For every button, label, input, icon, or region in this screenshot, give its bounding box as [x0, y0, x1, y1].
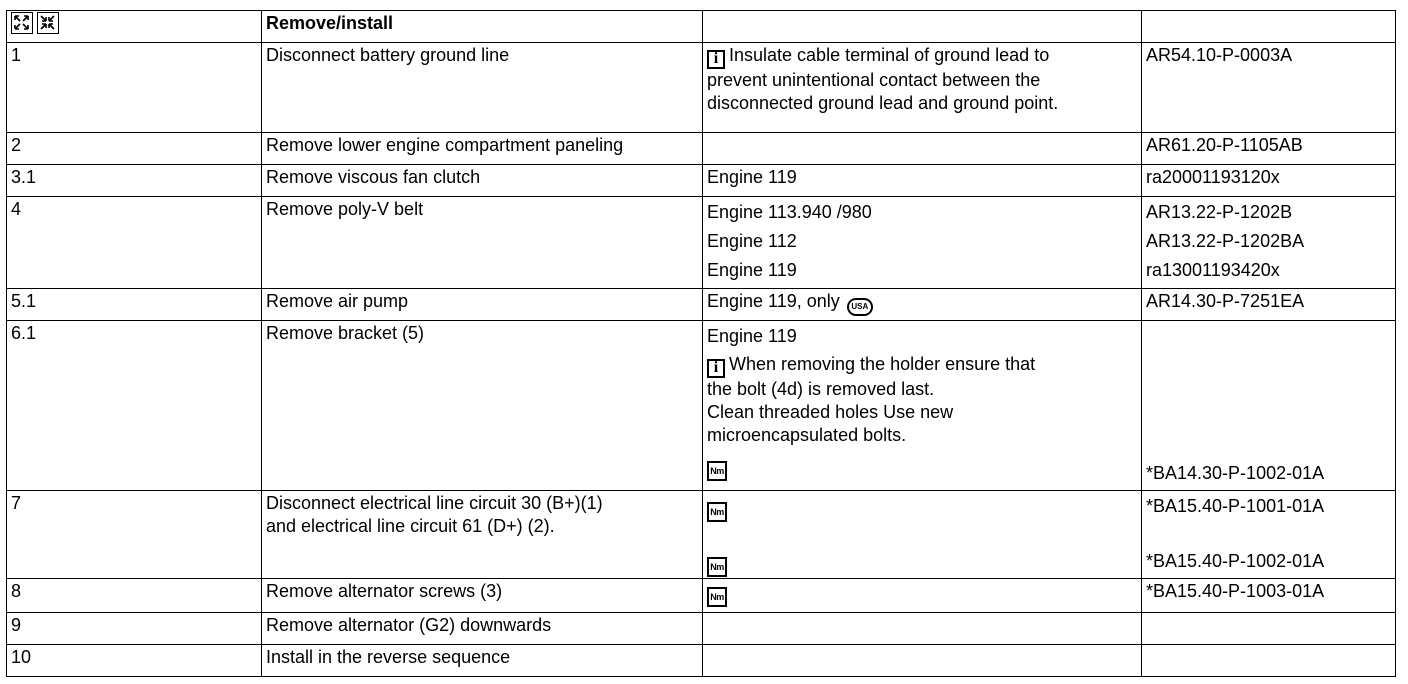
step-condition: Engine 119 — [703, 165, 1142, 197]
torque-nm-icon[interactable]: Nm — [707, 502, 727, 522]
step-condition: Engine 119, only — [707, 291, 840, 311]
torque-cell — [703, 579, 1142, 613]
torque-nm-icon[interactable]: Nm — [707, 587, 727, 607]
step-action: Remove alternator screws (3) — [262, 579, 703, 613]
header-empty-cell — [703, 11, 1142, 43]
reference-link[interactable]: ra20001193120x — [1142, 165, 1396, 197]
empty-cell — [703, 645, 1142, 677]
torque-nm-icon[interactable]: Nm — [707, 461, 727, 481]
table-header-row — [7, 11, 1396, 43]
note-line: the bolt (4d) is removed last. — [707, 379, 935, 399]
reference-links — [1142, 197, 1396, 289]
step-action — [262, 491, 703, 579]
reference-link[interactable]: *BA15.40-P-1003-01A — [1142, 579, 1396, 613]
step-condition — [703, 133, 1142, 165]
reference-link[interactable]: AR13.22-P-1202B — [1146, 202, 1293, 222]
collapse-view-icon[interactable] — [37, 12, 59, 34]
reference-links — [1142, 491, 1396, 579]
step-number: 10 — [7, 645, 262, 677]
step-action: Remove air pump — [262, 289, 703, 321]
remove-install-table — [6, 10, 1396, 677]
step-condition: Engine 112 — [707, 231, 797, 251]
step-number: 8 — [7, 579, 262, 613]
step-condition-cell — [703, 289, 1142, 321]
step-number: 1 — [7, 43, 262, 133]
step-number: 2 — [7, 133, 262, 165]
reference-link[interactable]: AR13.22-P-1202BA — [1146, 231, 1305, 251]
step-number: 9 — [7, 613, 262, 645]
note-line: Insulate cable terminal of ground lead to — [729, 45, 1050, 65]
header-icons-cell — [7, 11, 262, 43]
table-row — [7, 165, 1396, 197]
action-line: Disconnect electrical line circuit 30 (B+)(1) — [266, 493, 603, 513]
step-action: Remove poly-V belt — [262, 197, 703, 289]
spacer — [707, 521, 1137, 547]
step-conditions — [703, 197, 1142, 289]
step-condition: Engine 119 — [707, 260, 797, 280]
step-note — [703, 321, 1142, 491]
step-number: 5.1 — [7, 289, 262, 321]
reference-cell — [1142, 321, 1396, 491]
torque-line — [707, 451, 1137, 480]
table-row — [7, 613, 1396, 645]
expand-view-icon[interactable] — [11, 12, 33, 34]
reference-link[interactable]: ra13001193420x — [1146, 260, 1280, 280]
step-number: 4 — [7, 197, 262, 289]
spacer — [1146, 521, 1391, 547]
reference-link[interactable]: *BA15.40-P-1002-01A — [1146, 551, 1325, 571]
action-line: and electrical line circuit 61 (D+) (2). — [266, 516, 555, 536]
reference-link[interactable]: *BA15.40-P-1001-01A — [1146, 496, 1325, 516]
table-row — [7, 289, 1396, 321]
step-action: Install in the reverse sequence — [262, 645, 703, 677]
empty-cell — [703, 613, 1142, 645]
torque-nm-icon[interactable]: Nm — [707, 557, 727, 577]
note-line: disconnected ground lead and ground point. — [707, 93, 1059, 113]
reference-link[interactable]: *BA14.30-P-1002-01A — [1146, 463, 1325, 483]
header-empty-cell-ref — [1142, 11, 1396, 43]
reference-link[interactable]: AR61.20-P-1105AB — [1142, 133, 1396, 165]
table-row — [7, 321, 1396, 491]
header-title: Remove/install — [262, 11, 703, 43]
reference-link[interactable]: AR54.10-P-0003A — [1142, 43, 1396, 133]
table-row — [7, 197, 1396, 289]
note-line: microencapsulated bolts. — [707, 425, 907, 445]
empty-cell — [1142, 613, 1396, 645]
note-line: prevent unintentional contact between the — [707, 70, 1041, 90]
table-row — [7, 645, 1396, 677]
empty-cell — [1142, 645, 1396, 677]
torque-line — [707, 492, 1137, 521]
step-action: Remove alternator (G2) downwards — [262, 613, 703, 645]
step-action: Remove viscous fan clutch — [262, 165, 703, 197]
info-icon: i — [707, 359, 725, 378]
table-row — [7, 133, 1396, 165]
step-action: Remove bracket (5) — [262, 321, 703, 491]
info-icon: i — [707, 50, 725, 69]
step-condition: Engine 113.940 /980 — [707, 202, 872, 222]
torque-line — [707, 547, 1137, 576]
table-row — [7, 579, 1396, 613]
usa-version-icon: USA — [847, 298, 873, 316]
step-number: 3.1 — [7, 165, 262, 197]
step-action: Disconnect battery ground line — [262, 43, 703, 133]
step-action: Remove lower engine compartment paneling — [262, 133, 703, 165]
step-note — [703, 43, 1142, 133]
note-line: When removing the holder ensure that — [729, 354, 1036, 374]
torque-cell — [703, 491, 1142, 579]
reference-link[interactable]: AR14.30-P-7251EA — [1142, 289, 1396, 321]
table-row — [7, 491, 1396, 579]
table-row — [7, 43, 1396, 133]
step-condition: Engine 119 — [707, 326, 797, 346]
step-number: 7 — [7, 491, 262, 579]
note-block — [707, 353, 1137, 447]
note-line: Clean threaded holes Use new — [707, 402, 954, 422]
step-number: 6.1 — [7, 321, 262, 491]
